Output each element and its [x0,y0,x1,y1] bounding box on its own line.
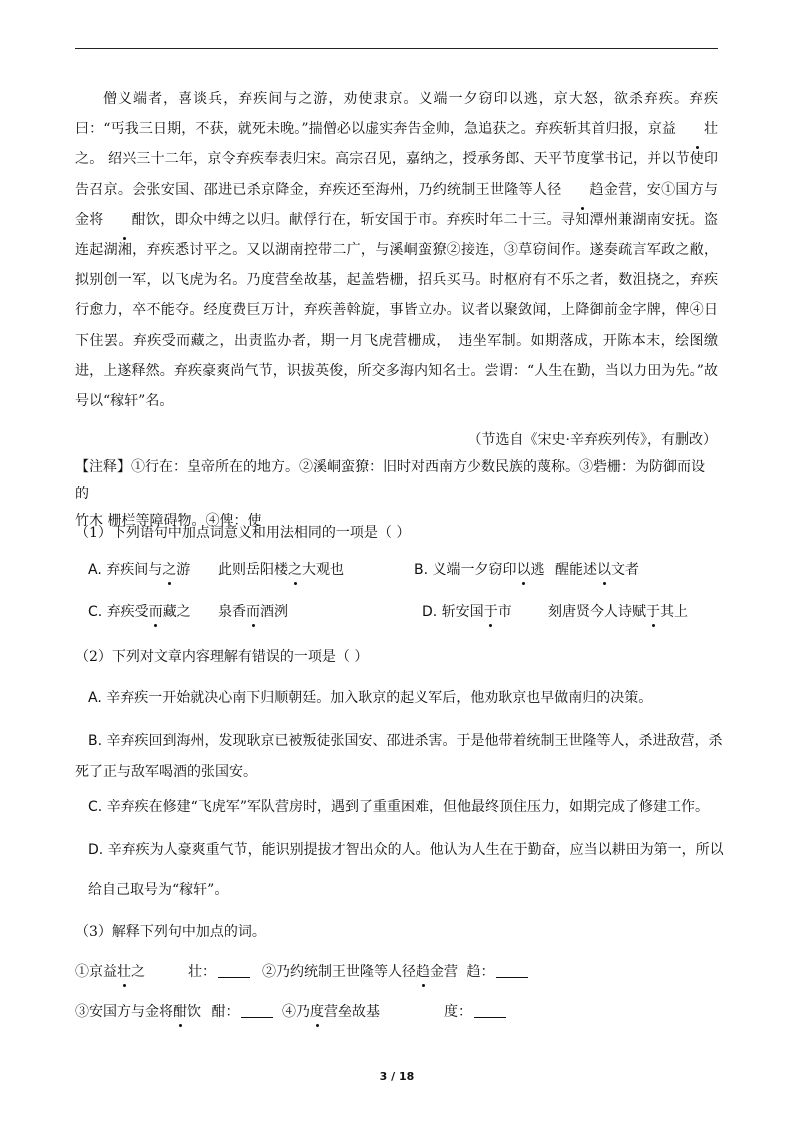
passage-line-7: 度营垒故基，起盖砦栅，招兵买马。时枢府有不乐之者，数沮挠之，弃疾行愈力，卒不能夺。经度费巨万 [75,272,719,319]
q1-option-d: D. 斩安国于市 [422,604,512,620]
q1-option-c: C. 弃疾受而藏之 [88,604,191,620]
passage-line-6: 又以湖南控带二广，与溪峒蛮獠②接连，③草窃间作。遂奏疏言军政之敝，拟别创一军，以飞虎为名。乃 [75,242,718,289]
source-citation: （节选自《宋史·辛弃疾列传》，有删改） [467,432,717,448]
q2-option-d-line-1: D. 辛弃疾为人豪爽重气节，能识别提拔才智出众的人。他认为人生在于勤奋，应当以耕田为第一，所以 [88,842,724,858]
q1-option-d-compare: 刻唐贤今人诗赋于其上 [548,604,688,620]
dotted-word: 之 [288,562,302,578]
q3-item-1: ①京益壮之 [75,964,145,980]
question-3-stem: （3）解释下列句中加点的词。 [75,924,266,940]
q3-item-1-answer: 壮： [188,962,252,982]
dotted-word: 壮 [676,114,718,144]
q3-item-4-answer: 度： [444,1002,508,1022]
q2-option-c: C. 辛弃疾在修建“飞虎军”军队营房时，遇到了重重困难，但他最终顶住压力，如期完成了修建工作。 [88,799,709,815]
passage-line-3: 十二年，京令弃疾奉表归宋。高宗召见，嘉纳之，授承务郎、天平节度掌书记，并以节使印告召京。会张 [75,151,718,198]
passage-line-4-tail: 饮，即众中缚 [145,211,232,228]
passage-line-2-tail: 之。 绍兴三 [75,151,151,168]
q3-item-4: ④乃度营垒故基 [282,1004,380,1020]
q2-option-d-line-2: 给自己取号为“稼轩”。 [88,882,229,898]
passage-line-5: 之以归。献俘行在，斩安国于市。弃疾时年二十三。寻知潭州兼湖南安抚。盗连起湖湘，弃疾悉讨平之。 [75,211,719,259]
q1-option-b-compare: 醒能述以文者 [555,562,639,578]
dotted-word: 于 [483,604,498,620]
question-1-stem: （1）下列语句中加点词意义和用法相同的一项是（ ） [75,525,411,541]
dotted-word: 于 [646,604,660,620]
passage-line-2-pre: 我三日期，不获，就死未晚。”揣僧必以虚实奔告金帅，急追获之。弃疾斩其首归报，京益 [124,121,676,138]
dotted-word: 以 [516,562,531,578]
answer-blank[interactable] [474,1003,506,1018]
answer-blank[interactable] [241,1003,273,1018]
passage-line-1: 僧义端者，喜谈兵，弃疾间与之游，劝使隶京。义端一夕窃印以逃，京大怒，欲杀弃疾。弃疾曰：“丐 [75,91,718,138]
q1-option-c-compare: 泉香而酒洌 [218,604,288,620]
header-rule [75,48,718,49]
note-line-1: 【注释】①行在：皇帝所在的地方。②溪峒蛮獠：旧时对西南方少数民族的蔑称。③砦栅：为防御而设的 [75,459,705,502]
passage [75,84,718,416]
q2-option-b-line-1: B. 辛弃疾回到海州，发现耿京已被叛徒张国安、邵进杀害。于是他带着统制王世隆等人，杀进敌营，杀 [88,733,723,749]
dotted-word: 趋 [562,175,604,205]
q1-option-a: A. 弃疾间与之游 [88,562,191,578]
dotted-word: 以 [597,562,611,578]
answer-blank[interactable] [218,963,250,978]
dotted-word: 酣 [104,205,146,235]
dotted-word: 而 [148,604,163,620]
dotted-word: 之 [162,562,177,578]
dotted-word: 而 [246,604,260,620]
dotted-word: 酣 [173,1004,187,1020]
q1-option-a-compare: 此则岳阳楼之大观也 [218,562,344,578]
note-line-2: 竹木 栅栏等障碍物。④俾：使 [75,513,262,529]
q3-item-3: ③安国方与金将酣饮 酣： [75,1002,275,1022]
passage-line-8: 计，弃疾善斡旋，事皆立办。议者以聚敛闻，上降御前金字牌，俾④日下住罢。弃疾受而藏之，出责监办 [75,302,719,349]
dotted-word: 壮 [117,964,131,980]
dotted-word: 度 [310,1004,324,1020]
q2-option-b-line-2: 死了正与敌军喝酒的张国安。 [75,764,257,780]
page-number: 3 / 18 [379,1070,415,1083]
q3-item-2: ②乃约统制王世隆等人径趋金营 趋： [262,962,530,982]
q1-option-b: B. 义端一夕窃印以逃 [414,562,545,578]
dotted-word: 趋 [416,964,430,980]
passage-line-9: 者，期一月飞虎营栅成， 违坐军制。如期落成，开陈本末，绘图缴进，上遂释然。弃疾豪爽尚气节，识 [75,332,719,379]
q2-option-a: A. 辛弃疾一开始就决心南下归顺朝廷。加入耿京的起义军后，他劝耿京也早做南归的决策。 [88,690,653,706]
question-2-stem: （2）下列对文章内容理解有错误的一项是（ ） [75,649,369,665]
passage-line-4: 安国、邵进已杀京降金，弃疾还至海州，乃约统制王世隆等人径 [160,181,562,198]
answer-blank[interactable] [496,963,528,978]
passage-paragraph [75,84,718,416]
passage-line-10: 拔英俊，所交多海内知名士。尝谓：“人生在勤，当以力田为先。”故号以“稼轩”名。 [75,362,718,410]
passage-line-4-mid: 金营，安①国方与金将 [75,181,719,228]
